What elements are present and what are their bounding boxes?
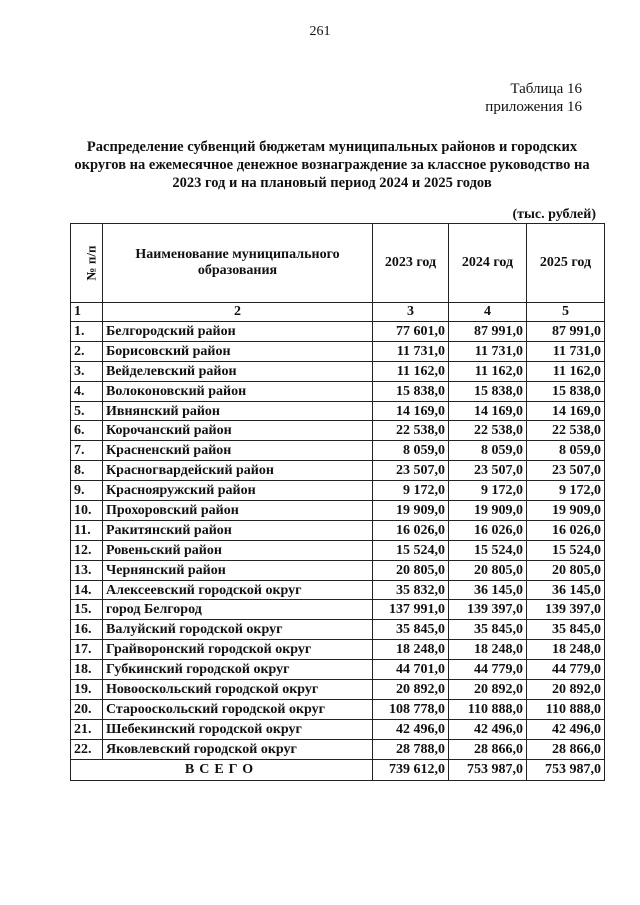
table-row	[71, 580, 605, 600]
row-number: 15.	[71, 600, 103, 620]
value-2024: 139 397,0	[449, 600, 527, 620]
value-2025: 28 866,0	[527, 739, 605, 759]
municipality-name: Ивнянский район	[103, 401, 373, 421]
row-number: 21.	[71, 719, 103, 739]
header-2024: 2024 год	[449, 224, 527, 303]
value-2024: 9 172,0	[449, 481, 527, 501]
municipality-name: Волоконовский район	[103, 381, 373, 401]
units-label: (тыс. рублей)	[512, 207, 596, 222]
municipality-name: Красненский район	[103, 441, 373, 461]
value-2025: 9 172,0	[527, 481, 605, 501]
value-2025: 8 059,0	[527, 441, 605, 461]
value-2023: 11 162,0	[373, 361, 449, 381]
table-row	[71, 560, 605, 580]
row-number: 14.	[71, 580, 103, 600]
value-2025: 23 507,0	[527, 461, 605, 481]
row-number: 16.	[71, 620, 103, 640]
row-number: 18.	[71, 660, 103, 680]
row-number: 20.	[71, 699, 103, 719]
table-row	[71, 381, 605, 401]
header-num: № п/п	[71, 224, 103, 303]
value-2025: 35 845,0	[527, 620, 605, 640]
municipality-name: Новооскольский городской округ	[103, 680, 373, 700]
value-2025: 11 162,0	[527, 361, 605, 381]
value-2025: 16 026,0	[527, 520, 605, 540]
municipality-name: Старооскольский городской округ	[103, 699, 373, 719]
col-number: 3	[373, 303, 449, 322]
table-row	[71, 461, 605, 481]
value-2025: 20 805,0	[527, 560, 605, 580]
value-2023: 77 601,0	[373, 322, 449, 342]
table-row	[71, 680, 605, 700]
municipality-name: Белгородский район	[103, 322, 373, 342]
value-2023: 18 248,0	[373, 640, 449, 660]
value-2024: 8 059,0	[449, 441, 527, 461]
municipality-name: Краснояружский район	[103, 481, 373, 501]
col-number: 5	[527, 303, 605, 322]
municipality-name: Алексеевский городской округ	[103, 580, 373, 600]
value-2023: 42 496,0	[373, 719, 449, 739]
value-2023: 23 507,0	[373, 461, 449, 481]
municipality-name: Чернянский район	[103, 560, 373, 580]
value-2024: 15 524,0	[449, 540, 527, 560]
value-2025: 19 909,0	[527, 501, 605, 521]
table-row	[71, 322, 605, 342]
value-2025: 15 838,0	[527, 381, 605, 401]
document-title: Распределение субвенций бюджетам муниципальных районов и городских округов на ежемесячное денежное вознаграждение за классное руководство на 2023 год и на плановый период 2024 и 2025 годов	[74, 139, 590, 191]
municipality-name: Губкинский городской округ	[103, 660, 373, 680]
subsidy-table	[70, 223, 605, 781]
value-2025: 22 538,0	[527, 421, 605, 441]
value-2024: 19 909,0	[449, 501, 527, 521]
total-y2025: 753 987,0	[527, 759, 605, 780]
table-row	[71, 699, 605, 719]
header-2025: 2025 год	[527, 224, 605, 303]
municipality-name: Грайворонский городской округ	[103, 640, 373, 660]
table-row	[71, 421, 605, 441]
col-number: 4	[449, 303, 527, 322]
municipality-name: Вейделевский район	[103, 361, 373, 381]
value-2023: 11 731,0	[373, 341, 449, 361]
total-y2024: 753 987,0	[449, 759, 527, 780]
table-row	[71, 441, 605, 461]
value-2023: 108 778,0	[373, 699, 449, 719]
col-number: 1	[71, 303, 103, 322]
col-number: 2	[103, 303, 373, 322]
value-2024: 18 248,0	[449, 640, 527, 660]
table-row	[71, 361, 605, 381]
municipality-name: Красногвардейский район	[103, 461, 373, 481]
value-2024: 36 145,0	[449, 580, 527, 600]
row-number: 12.	[71, 540, 103, 560]
value-2025: 14 169,0	[527, 401, 605, 421]
value-2025: 44 779,0	[527, 660, 605, 680]
table-row	[71, 520, 605, 540]
row-number: 10.	[71, 501, 103, 521]
municipality-name: Шебекинский городской округ	[103, 719, 373, 739]
table-ref-line2: приложения 16	[485, 99, 582, 115]
value-2023: 28 788,0	[373, 739, 449, 759]
value-2025: 110 888,0	[527, 699, 605, 719]
row-number: 3.	[71, 361, 103, 381]
value-2024: 16 026,0	[449, 520, 527, 540]
value-2024: 11 731,0	[449, 341, 527, 361]
table-row	[71, 739, 605, 759]
table-row	[71, 600, 605, 620]
municipality-name: Ракитянский район	[103, 520, 373, 540]
row-number: 2.	[71, 341, 103, 361]
page-number: 261	[309, 24, 331, 39]
table-row	[71, 540, 605, 560]
municipality-name: Валуйский городской округ	[103, 620, 373, 640]
value-2023: 19 909,0	[373, 501, 449, 521]
row-number: 4.	[71, 381, 103, 401]
value-2023: 20 892,0	[373, 680, 449, 700]
total-label: ВСЕГО	[71, 759, 373, 780]
value-2025: 42 496,0	[527, 719, 605, 739]
row-number: 13.	[71, 560, 103, 580]
table-row	[71, 620, 605, 640]
row-number: 1.	[71, 322, 103, 342]
table-row	[71, 640, 605, 660]
municipality-name: Корочанский район	[103, 421, 373, 441]
value-2023: 35 832,0	[373, 580, 449, 600]
table-row	[71, 660, 605, 680]
value-2025: 11 731,0	[527, 341, 605, 361]
table-row	[71, 501, 605, 521]
row-number: 8.	[71, 461, 103, 481]
row-number: 6.	[71, 421, 103, 441]
value-2024: 14 169,0	[449, 401, 527, 421]
value-2023: 44 701,0	[373, 660, 449, 680]
header-row	[71, 224, 605, 303]
municipality-name: Ровеньский район	[103, 540, 373, 560]
table-ref-line1: Таблица 16	[510, 81, 582, 97]
row-number: 9.	[71, 481, 103, 501]
total-y2023: 739 612,0	[373, 759, 449, 780]
table-row	[71, 401, 605, 421]
table-row	[71, 719, 605, 739]
value-2025: 36 145,0	[527, 580, 605, 600]
row-number: 7.	[71, 441, 103, 461]
value-2023: 35 845,0	[373, 620, 449, 640]
value-2023: 137 991,0	[373, 600, 449, 620]
value-2024: 11 162,0	[449, 361, 527, 381]
value-2025: 18 248,0	[527, 640, 605, 660]
row-number: 19.	[71, 680, 103, 700]
row-number: 11.	[71, 520, 103, 540]
value-2023: 9 172,0	[373, 481, 449, 501]
value-2024: 20 805,0	[449, 560, 527, 580]
value-2024: 28 866,0	[449, 739, 527, 759]
row-number: 17.	[71, 640, 103, 660]
value-2024: 22 538,0	[449, 421, 527, 441]
total-row	[71, 759, 605, 780]
row-number: 22.	[71, 739, 103, 759]
value-2025: 87 991,0	[527, 322, 605, 342]
value-2025: 15 524,0	[527, 540, 605, 560]
table-row	[71, 341, 605, 361]
value-2024: 23 507,0	[449, 461, 527, 481]
municipality-name: Прохоровский район	[103, 501, 373, 521]
municipality-name: Яковлевский городской округ	[103, 739, 373, 759]
municipality-name: город Белгород	[103, 600, 373, 620]
value-2023: 15 838,0	[373, 381, 449, 401]
value-2024: 87 991,0	[449, 322, 527, 342]
value-2023: 8 059,0	[373, 441, 449, 461]
value-2023: 22 538,0	[373, 421, 449, 441]
row-number: 5.	[71, 401, 103, 421]
column-number-row	[71, 303, 605, 322]
value-2024: 20 892,0	[449, 680, 527, 700]
value-2023: 14 169,0	[373, 401, 449, 421]
value-2025: 20 892,0	[527, 680, 605, 700]
header-name: Наименование муниципального образования	[103, 224, 373, 303]
value-2024: 44 779,0	[449, 660, 527, 680]
value-2024: 35 845,0	[449, 620, 527, 640]
table-row	[71, 481, 605, 501]
table-reference	[485, 80, 582, 116]
value-2023: 20 805,0	[373, 560, 449, 580]
header-2023: 2023 год	[373, 224, 449, 303]
value-2024: 42 496,0	[449, 719, 527, 739]
value-2024: 110 888,0	[449, 699, 527, 719]
value-2025: 139 397,0	[527, 600, 605, 620]
value-2023: 15 524,0	[373, 540, 449, 560]
value-2023: 16 026,0	[373, 520, 449, 540]
municipality-name: Борисовский район	[103, 341, 373, 361]
value-2024: 15 838,0	[449, 381, 527, 401]
